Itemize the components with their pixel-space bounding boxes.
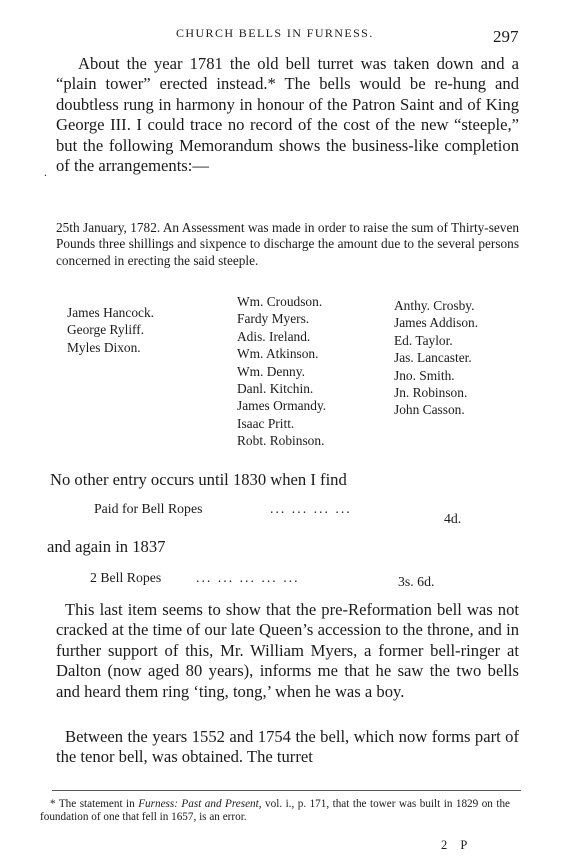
name-entry: Robt. Robinson. [237, 433, 325, 449]
ledger-dots-1: ... ... ... ... [270, 501, 352, 516]
name-entry: Myles Dixon. [67, 339, 141, 355]
ledger-dots-2: ... ... ... ... ... [196, 570, 300, 585]
ledger-amount-1: 4d. [444, 511, 462, 526]
name-entry: Jn. Robinson. [394, 384, 468, 400]
page-number: 297 [493, 27, 519, 46]
footnote [40, 798, 510, 824]
name-entry: Wm. Denny. [237, 363, 305, 379]
names-column-3 [394, 297, 478, 419]
paragraph-1-text: About the year 1781 the old bell turret was taken down and a “plain tower” erected instead.* The bells would be re-hung and doubtless rung in harmony in honour of the Patron Saint and of King George III. I could trace no record of the cost of the new “steeple,” but the following Memorandum shows the business-like completion of the arrangements:— [56, 54, 519, 176]
footnote-divider [52, 790, 521, 791]
name-entry: Jas. Lancaster. [394, 350, 472, 366]
paragraph-3-text: Between the years 1552 and 1754 the bell, which now forms part of the tenor bell, was obtained. The turret [56, 727, 519, 767]
names-column-1 [67, 304, 154, 356]
name-entry: John Casson. [394, 402, 465, 418]
paragraph-2 [56, 600, 519, 702]
line-1837: and again in 1837 [47, 537, 166, 556]
name-entry: Ed. Taylor. [394, 332, 453, 348]
paragraph-3 [56, 727, 519, 768]
name-entry: James Ormandy. [237, 398, 327, 414]
memorandum-text: 25th January, 1782. An Assessment was made in order to raise the sum of Thirty-seven Pounds three shillings and sixpence to discharge the amount due to the several persons concerned in erecting the said steeple. [56, 220, 519, 268]
name-entry: Isaac Pritt. [237, 415, 295, 431]
name-entry: Jno. Smith. [394, 367, 455, 383]
name-entry: Danl. Kitchin. [237, 380, 314, 396]
footnote-text-after: vol. i., p. 171, that the tower was built in 1829 on the foundation of one that fell in 1657, is an error. [40, 798, 511, 823]
names-column-2 [237, 293, 326, 450]
name-entry: George Ryliff. [67, 322, 145, 338]
paragraph-2-text: This last item seems to show that the pre-Reformation bell was not cracked at the time of our late Queen’s accession to the throne, and in further support of this, Mr. William Myers, a former bell-ringer at Dalton (now aged 80 years), informs me that he saw the two bells and heard them ring ‘ting, tong,’ when he was a boy. [56, 600, 519, 701]
name-entry: Wm. Atkinson. [237, 346, 319, 362]
ledger-item-1: Paid for Bell Ropes [94, 501, 203, 516]
memorandum [56, 220, 519, 269]
line-1830: No other entry occurs until 1830 when I find [50, 470, 347, 489]
stray-mark: . [44, 165, 47, 179]
footnote-book-title: Furness: Past and Present, [138, 798, 262, 810]
name-entry: James Addison. [394, 315, 479, 331]
name-entry: Anthy. Crosby. [394, 298, 475, 313]
ledger-amount-2: 3s. 6d. [398, 574, 435, 589]
name-entry: Wm. Croudson. [237, 294, 323, 309]
name-entry: Adis. Ireland. [237, 328, 311, 344]
ledger-item-2: 2 Bell Ropes [90, 570, 162, 585]
paragraph-1 [56, 54, 519, 176]
footnote-text-before: * The statement in [50, 798, 139, 810]
running-title: CHURCH BELLS IN FURNESS. [176, 26, 374, 40]
name-entry: James Hancock. [67, 305, 155, 320]
signature-mark: 2 P [441, 838, 473, 852]
name-entry: Fardy Myers. [237, 311, 310, 327]
